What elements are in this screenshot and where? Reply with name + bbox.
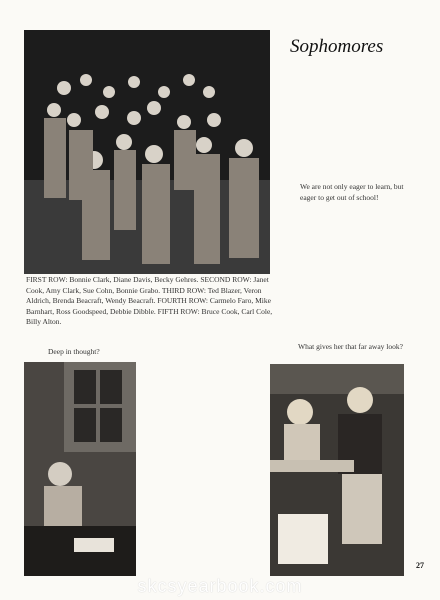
right-photo-caption: What gives her that far away look? xyxy=(298,342,403,351)
page-title: Sophomores xyxy=(290,36,384,57)
watermark: skcsyearbook.com xyxy=(137,576,303,596)
study-photo xyxy=(24,362,136,576)
names-caption: FIRST ROW: Bonnie Clark, Diane Davis, Becky Gehres. SECOND ROW: Janet Cook, Amy Clark, Sue Cohn, Bonnie Grabo. THIRD ROW: Ted Blazer, Veron Aldrich, Brenda Beacraft, Wendy Beacraft. FOURTH ROW: Carmelo Faro, Mike Barnhart, Ross Goodspeed, Debbie Dibble. FIFTH ROW: Bruce Cook, Carl Cole, Billy Alton. xyxy=(26,275,273,326)
page-number: 27 xyxy=(416,561,424,570)
group-photo xyxy=(24,30,270,274)
left-photo-caption: Deep in thought? xyxy=(48,347,100,356)
smiling-girls-photo xyxy=(270,364,404,576)
quote-caption: We are not only eager to learn, but eager to get out of school! xyxy=(300,182,404,202)
